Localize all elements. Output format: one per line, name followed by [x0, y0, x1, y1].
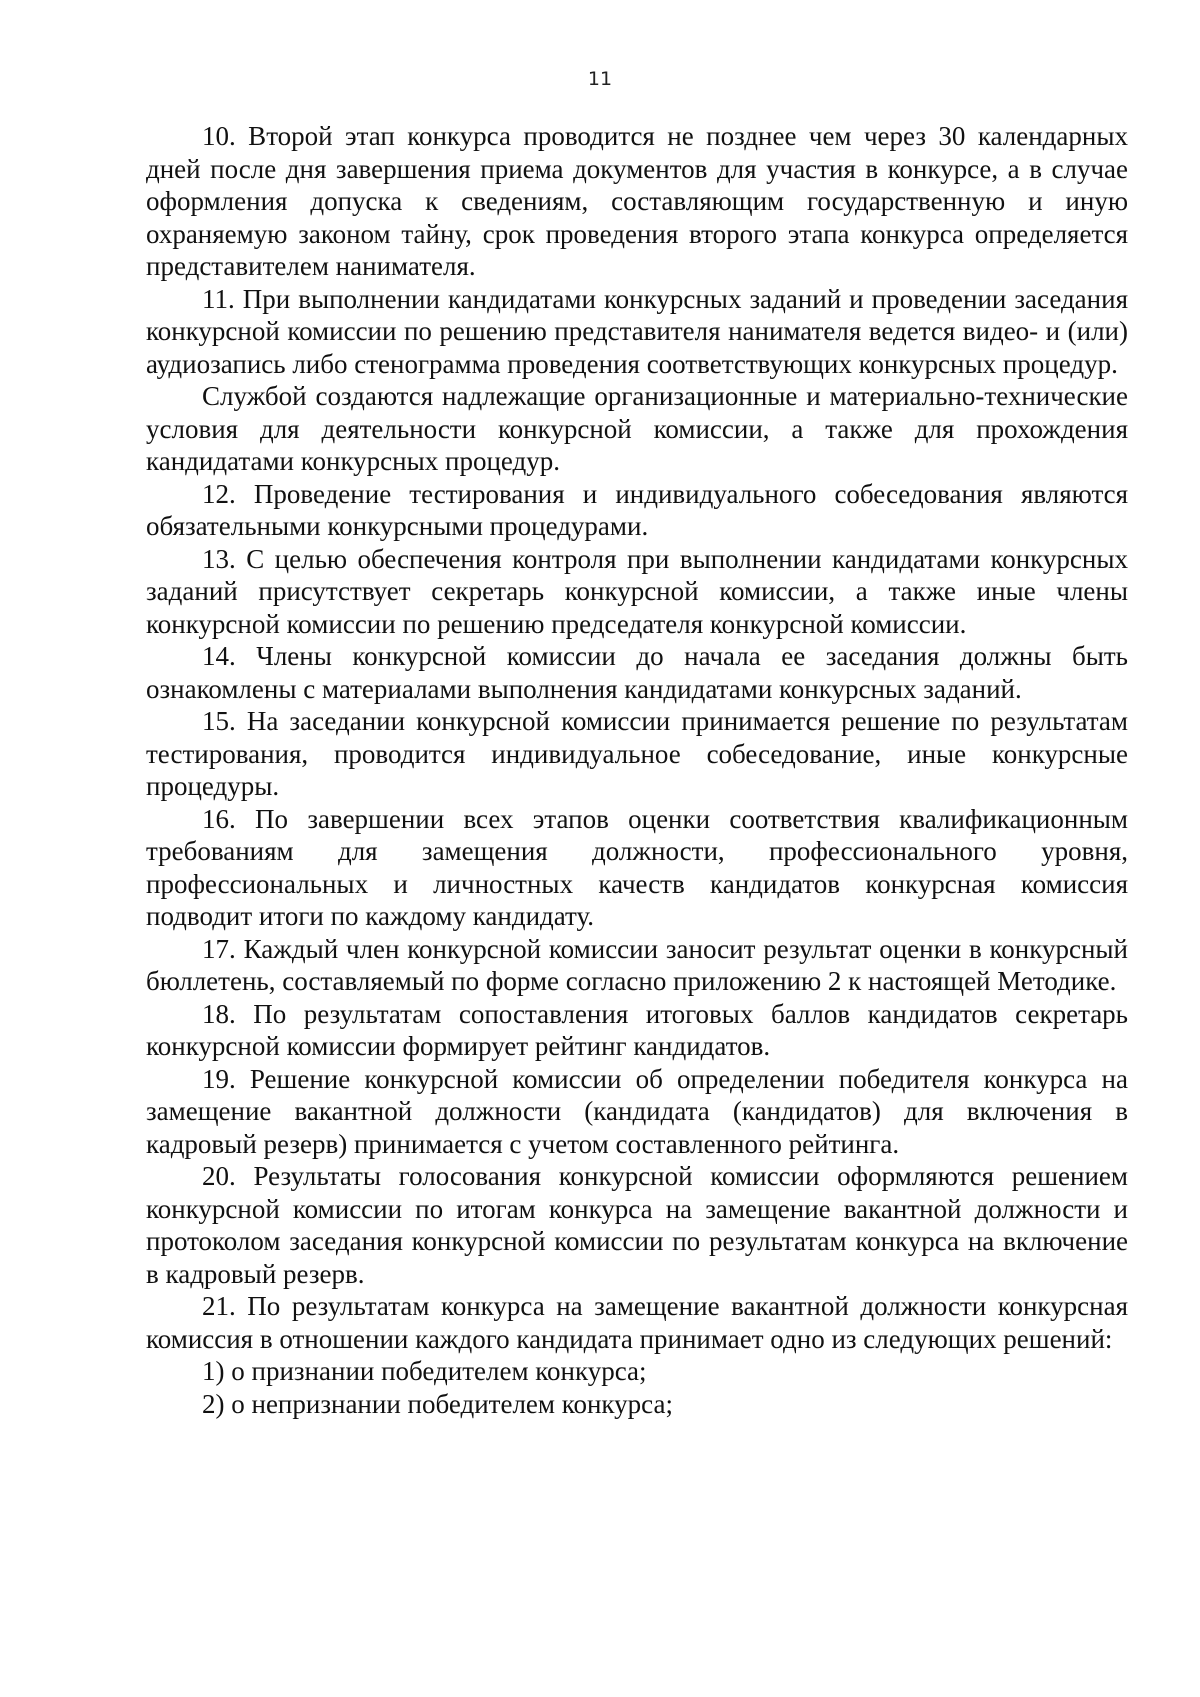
paragraph-16: 16. По завершении всех этапов оценки соответствия квалификационным требованиям для замещения должности, профессионального уровня, профессиональных и личностных качеств кандидатов конкурсная комиссия подводит итоги по каждому кандидату. — [146, 803, 1128, 931]
document-body — [146, 120, 1128, 1420]
paragraph-18: 18. По результатам сопоставления итоговых баллов кандидатов секретарь конкурсной комиссии формирует рейтинг кандидатов. — [146, 998, 1128, 1061]
paragraph-10: 10. Второй этап конкурса проводится не позднее чем через 30 календарных дней после дня завершения приема документов для участия в конкурсе, а в случае оформления допуска к сведениям, составляющим государственную и иную охраняемую законом тайну, срок проведения второго этапа конкурса определяется представителем нанимателя. — [146, 121, 1128, 281]
paragraph-20: 20. Результаты голосования конкурсной комиссии оформляются решением конкурсной комиссии по итогам конкурса на замещение вакантной должности и протоколом заседания конкурсной комиссии по результатам конкурса на включение в кадровый резерв. — [146, 1161, 1128, 1289]
paragraph-19: 19. Решение конкурсной комиссии об определении победителя конкурса на замещение вакантной должности (кандидата (кандидатов) для включения в кадровый резерв) принимается с учетом составленного рейтинга. — [146, 1063, 1128, 1159]
paragraph-11: 11. При выполнении кандидатами конкурсных заданий и проведении заседания конкурсной комиссии по решению представителя нанимателя ведется видео- и (или) аудиозапись либо стенограмма проведения соответствующих конкурсных процедур. — [146, 283, 1128, 379]
list-item-2: 2) о непризнании победителем конкурса; — [202, 1388, 673, 1419]
paragraph-14: 14. Члены конкурсной комиссии до начала ее заседания должны быть ознакомлены с материалами выполнения кандидатами конкурсных заданий. — [146, 641, 1128, 704]
paragraph-21: 21. По результатам конкурса на замещение вакантной должности конкурсная комиссия в отношении каждого кандидата принимает одно из следующих решений: — [146, 1291, 1128, 1354]
paragraph-15: 15. На заседании конкурсной комиссии принимается решение по результатам тестирования, проводится индивидуальное собеседование, иные конкурсные процедуры. — [146, 706, 1128, 801]
list-item-1: 1) о признании победителем конкурса; — [202, 1356, 647, 1386]
paragraph-13: 13. С целью обеспечения контроля при выполнении кандидатами конкурсных заданий присутствует секретарь конкурсной комиссии, а также иные члены конкурсной комиссии по решению председателя конкурсной комиссии. — [146, 543, 1128, 639]
page-number: 11 — [587, 68, 613, 90]
paragraph-11-service: Службой создаются надлежащие организационные и материально-технические условия для деятельности конкурсной комиссии, а также для прохождения кандидатами конкурсных процедур. — [146, 381, 1128, 476]
paragraph-17: 17. Каждый член конкурсной комиссии заносит результат оценки в конкурсный бюллетень, составляемый по форме согласно приложению 2 к настоящей Методике. — [146, 933, 1128, 996]
paragraph-12: 12. Проведение тестирования и индивидуального собеседования являются обязательными конкурсными процедурами. — [146, 478, 1128, 541]
